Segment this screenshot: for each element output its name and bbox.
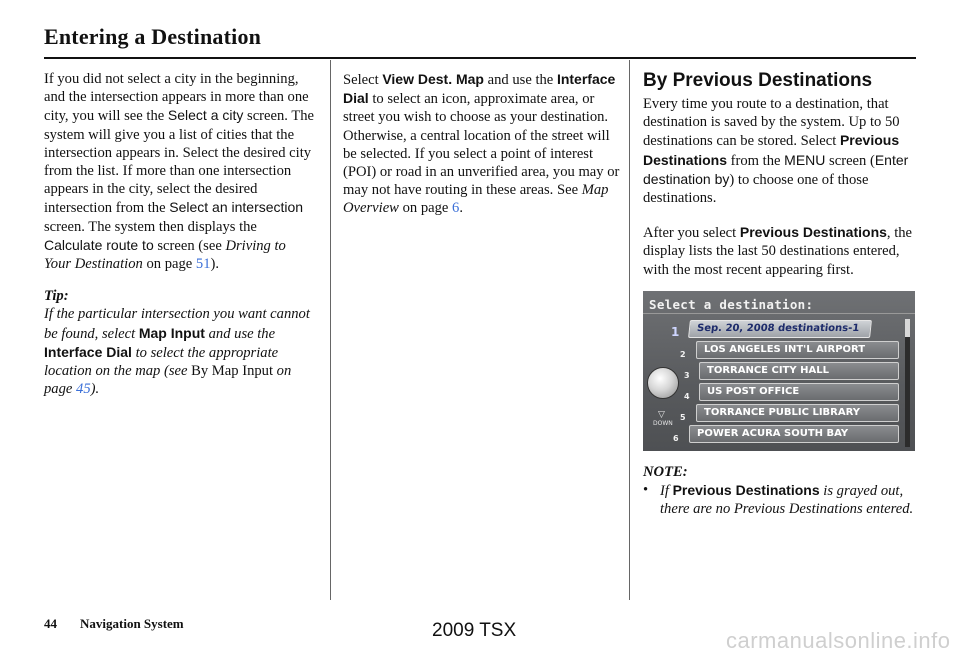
- note-bullet: [643, 481, 918, 518]
- previous-dest-paragraph: Every time you route to a destination, that destination is saved by the system. Up to 50 destinations can be stored. Select Previous Destinations from the MENU screen (Enter destination by) to choose one of those destinations.: [643, 96, 909, 207]
- intro-paragraph: If you did not select a city in the beginning, and the intersection appears in more than one city, you will see the Select a city screen. The system will give you a list of cities that the intersection appears in. Select the desired city from the list. If more than one intersection appears in the city, select the desired intersection from the Select an intersection screen. The system then displays the Calculate route to screen (see Driving to Your Destination on page 51).: [44, 71, 315, 273]
- destination-item[interactable]: US POST OFFICE: [699, 383, 899, 401]
- ui-term: View Dest. Map: [382, 71, 484, 87]
- cross-reference: Driving to Your Destination: [44, 237, 286, 273]
- ui-term: Previous Destinations: [643, 132, 900, 168]
- list-number: 3: [684, 370, 690, 380]
- model-watermark: 2009 TSX: [432, 620, 517, 641]
- note-heading: NOTE:: [643, 463, 688, 480]
- tip-paragraph: If the particular intersection you want cannot be found, select Map Input and use the Interface Dial to select the appropriate location on the map (see By Map Input on page 45).: [44, 306, 310, 398]
- column-divider-1: [330, 60, 331, 600]
- list-number: 1: [671, 324, 680, 339]
- scrollbar-thumb[interactable]: [905, 319, 910, 337]
- screen-title-divider: [643, 313, 915, 314]
- down-arrow-icon: ▽: [658, 409, 665, 420]
- ui-term: Enter destination by: [643, 151, 909, 187]
- destination-screen-image: [643, 291, 915, 451]
- destination-item[interactable]: TORRANCE PUBLIC LIBRARY: [696, 404, 899, 422]
- view-dest-paragraph: Select View Dest. Map and use the Interface Dial to select an icon, approximate area, or street you wish to choose as your destination. Otherwise, a central location of the street will be selected. If you select a point of interest (POI) or road in an unverified area, you may or may not have routing in these areas. See Map Overview on page 6.: [343, 71, 620, 217]
- screen-title: Select a destination:: [649, 296, 814, 312]
- down-label: DOWN: [653, 419, 673, 427]
- page-title: Entering a Destination: [44, 24, 262, 49]
- page-link-45[interactable]: 45: [76, 381, 91, 398]
- bullet-icon: •: [643, 482, 649, 499]
- column-divider-2: [629, 60, 630, 600]
- ui-term: Previous Destinations: [672, 482, 820, 499]
- tip-heading: Tip:: [44, 288, 69, 305]
- ui-term: Select an intersection: [169, 199, 304, 216]
- ui-term: Interface Dial: [44, 343, 132, 360]
- list-number: 2: [680, 349, 686, 359]
- cross-reference: By Map Input: [191, 363, 274, 380]
- list-number: 6: [673, 433, 679, 443]
- column-2: [343, 70, 620, 218]
- ui-term: Interface Dial: [343, 71, 616, 107]
- after-select-paragraph: After you select Previous Destinations, the display lists the last 50 destinations entered, with the most recent appearing first.: [643, 224, 913, 278]
- note-text: If Previous Destinations is grayed out, there are no Previous Destinations entered.: [660, 482, 914, 518]
- cross-reference: Map Overview: [343, 182, 609, 217]
- destination-item[interactable]: LOS ANGELES INT'L AIRPORT: [696, 341, 899, 359]
- scrollbar[interactable]: [905, 319, 910, 447]
- list-number: 4: [684, 391, 690, 401]
- page-link-6[interactable]: 6: [452, 200, 460, 217]
- ui-term: Select a city: [167, 107, 244, 124]
- column-3: [643, 70, 918, 518]
- page-number: 44: [44, 616, 57, 631]
- interface-dial-icon: [647, 367, 679, 399]
- list-number: 5: [680, 412, 686, 422]
- ui-term: Previous Destinations: [739, 224, 887, 241]
- site-watermark: carmanualsonline.info: [726, 628, 951, 653]
- destination-item-selected[interactable]: Sep. 20, 2008 destinations-1: [688, 320, 872, 338]
- ui-term: Map Input: [138, 324, 205, 341]
- destination-item[interactable]: TORRANCE CITY HALL: [699, 362, 899, 380]
- ui-term: Calculate route to: [44, 236, 154, 253]
- title-rule: [44, 57, 916, 59]
- page-link-51[interactable]: 51: [195, 256, 211, 273]
- ui-term: MENU: [784, 151, 826, 168]
- section-heading: By Previous Destinations: [643, 70, 873, 91]
- column-1: [44, 70, 316, 398]
- destination-item[interactable]: POWER ACURA SOUTH BAY: [689, 425, 899, 443]
- footer-section: Navigation System: [80, 616, 184, 631]
